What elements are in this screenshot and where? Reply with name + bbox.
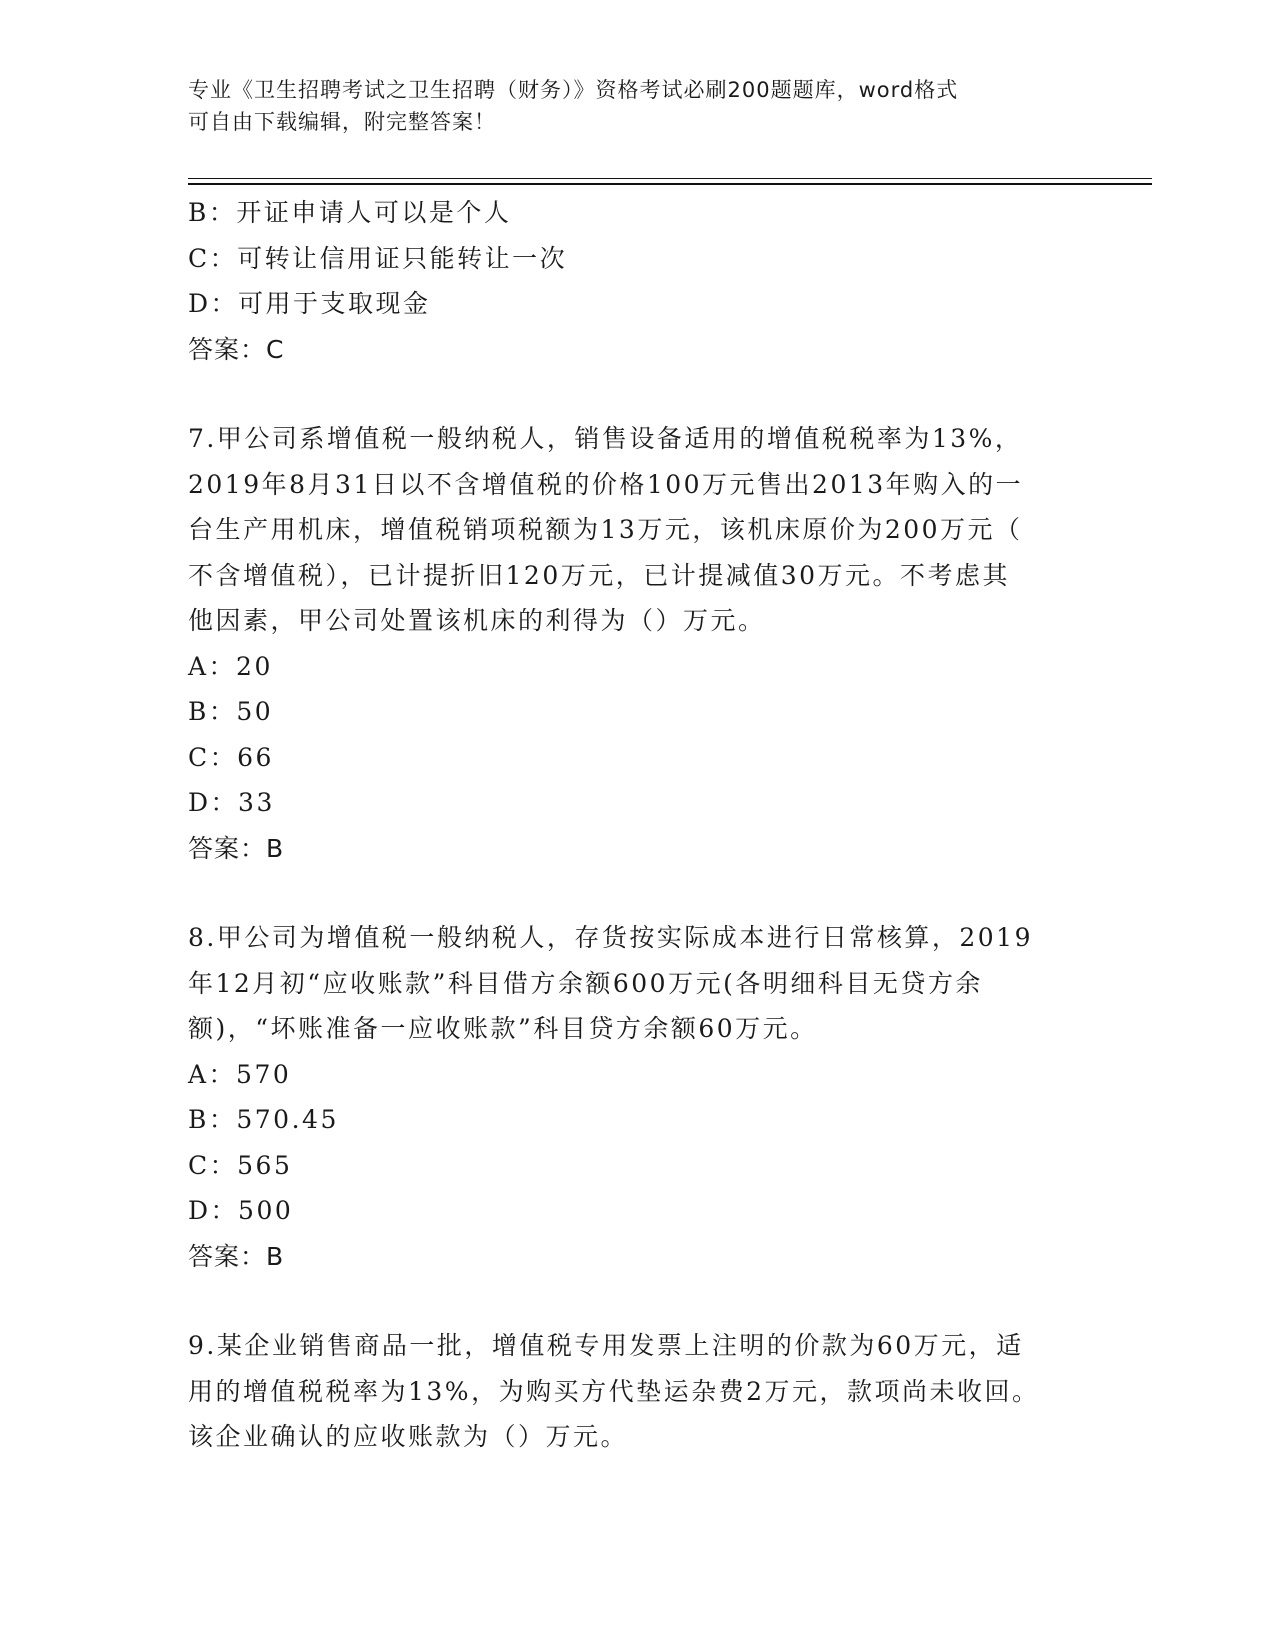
document-body xyxy=(188,190,1088,1460)
q7-option-a: A：20 xyxy=(188,651,273,681)
q6-option-d: D：可用于支取现金 xyxy=(188,289,431,318)
q8-stem-line: 8.甲公司为增值税一般纳税人，存货按实际成本进行日常核算，2019 xyxy=(188,923,1033,952)
header-divider-thick xyxy=(188,183,1152,185)
q7-stem-line: 7.甲公司系增值税一般纳税人，销售设备适用的增值税税率为13%， xyxy=(188,424,1023,453)
question-9 xyxy=(188,1323,1088,1460)
q7-stem-line: 2019年8月31日以不含增值税的价格100万元售出2013年购入的一 xyxy=(188,469,1024,499)
q7-option-b: B：50 xyxy=(188,697,274,726)
q8-answer: 答案：B xyxy=(188,1241,285,1271)
q6-answer: 答案：C xyxy=(188,334,285,364)
q9-stem-line: 该企业确认的应收账款为（）万元。 xyxy=(188,1422,629,1451)
q7-stem-line: 他因素，甲公司处置该机床的利得为（）万元。 xyxy=(188,606,766,635)
header-title-line-1: 专业《卫生招聘考试之卫生招聘（财务）》资格考试必刷200题题库，word格式 xyxy=(188,78,959,102)
q6-option-b: B：开证申请人可以是个人 xyxy=(188,198,512,227)
q8-stem-line: 额)，“坏账准备一应收账款”科目贷方余额60万元。 xyxy=(188,1014,818,1043)
q8-option-d: D：500 xyxy=(188,1196,294,1225)
question-7 xyxy=(188,416,1088,871)
q8-option-a: A：570 xyxy=(188,1059,292,1089)
header-title-line-2: 可自由下载编辑，附完整答案！ xyxy=(188,110,496,134)
question-6-continued xyxy=(188,190,1088,372)
q8-stem-line: 年12月初“应收账款”科目借方余额600万元(各明细科目无贷方余 xyxy=(188,968,983,998)
question-spacer xyxy=(188,871,1088,915)
q9-stem-line: 9.某企业销售商品一批，增值税专用发票上注明的价款为60万元，适 xyxy=(188,1331,1024,1360)
q7-option-d: D：33 xyxy=(188,788,275,817)
header-divider-thin xyxy=(188,178,1152,179)
question-spacer xyxy=(188,1279,1088,1323)
q7-answer: 答案：B xyxy=(188,833,285,863)
q9-stem-line: 用的增值税税率为13%，为购买方代垫运杂费2万元，款项尚未收回。 xyxy=(188,1376,1040,1406)
question-8 xyxy=(188,915,1088,1279)
q6-option-c: C：可转让信用证只能转让一次 xyxy=(188,243,568,273)
q8-option-b: B：570.45 xyxy=(188,1105,339,1134)
q8-option-c: C：565 xyxy=(188,1150,293,1180)
document-header xyxy=(188,74,1088,138)
q7-option-c: C：66 xyxy=(188,742,274,772)
q7-stem-line: 台生产用机床，增值税销项税额为13万元，该机床原价为200万元（ xyxy=(188,515,1023,544)
question-spacer xyxy=(188,372,1088,416)
q7-stem-line: 不含增值税），已计提折旧120万元，已计提减值30万元。不考虑其 xyxy=(188,560,1011,590)
